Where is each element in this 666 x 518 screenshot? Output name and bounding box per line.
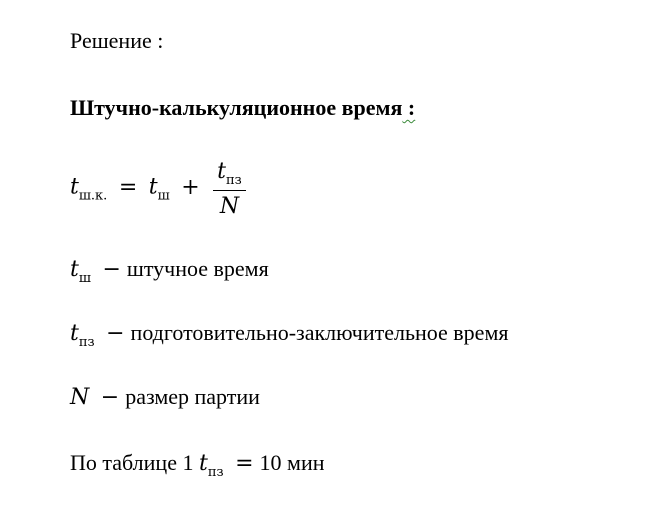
solution-label <box>70 28 163 54</box>
def-dash: − <box>102 257 121 282</box>
table-sub: пз <box>207 465 224 480</box>
formula-t-sub: ш <box>157 188 170 204</box>
def-text: подготовительно-заключительное время <box>130 320 509 345</box>
table-var: t <box>198 451 208 476</box>
fraction-denominator <box>213 191 246 219</box>
denominator-var: N <box>219 194 240 219</box>
solution-label-text: Решение : <box>70 28 164 53</box>
numerator-sub: пз <box>225 173 242 188</box>
heading-text: Штучно-калькуляционное время <box>70 95 403 120</box>
formula-lhs-sub: ш.к. <box>78 188 108 204</box>
heading-colon: : <box>402 95 416 120</box>
numerator-var: t <box>217 159 226 184</box>
definition-t-sh <box>70 256 269 286</box>
fraction-numerator <box>213 158 246 190</box>
definition-t-pz <box>70 320 509 350</box>
formula <box>70 158 246 219</box>
def-sub: ш <box>78 271 91 286</box>
heading <box>70 95 415 121</box>
def-var: N <box>70 385 90 410</box>
def-text: штучное время <box>126 256 269 281</box>
formula-fraction <box>213 158 246 219</box>
table-value: 10 мин <box>259 450 325 475</box>
def-dash: − <box>106 321 125 346</box>
def-sub: пз <box>78 335 95 350</box>
def-var: t <box>70 257 79 282</box>
formula-equals: = <box>118 174 138 200</box>
table-line <box>70 450 325 480</box>
formula-lhs-var: t <box>70 174 79 200</box>
def-text: размер партии <box>125 384 260 409</box>
def-dash: − <box>100 385 120 410</box>
formula-t-var: t <box>148 174 158 200</box>
definition-n <box>70 384 260 410</box>
table-equals: = <box>235 451 254 476</box>
def-var: t <box>70 321 79 346</box>
formula-plus: + <box>181 174 200 200</box>
table-prefix: По таблице 1 <box>70 450 199 475</box>
